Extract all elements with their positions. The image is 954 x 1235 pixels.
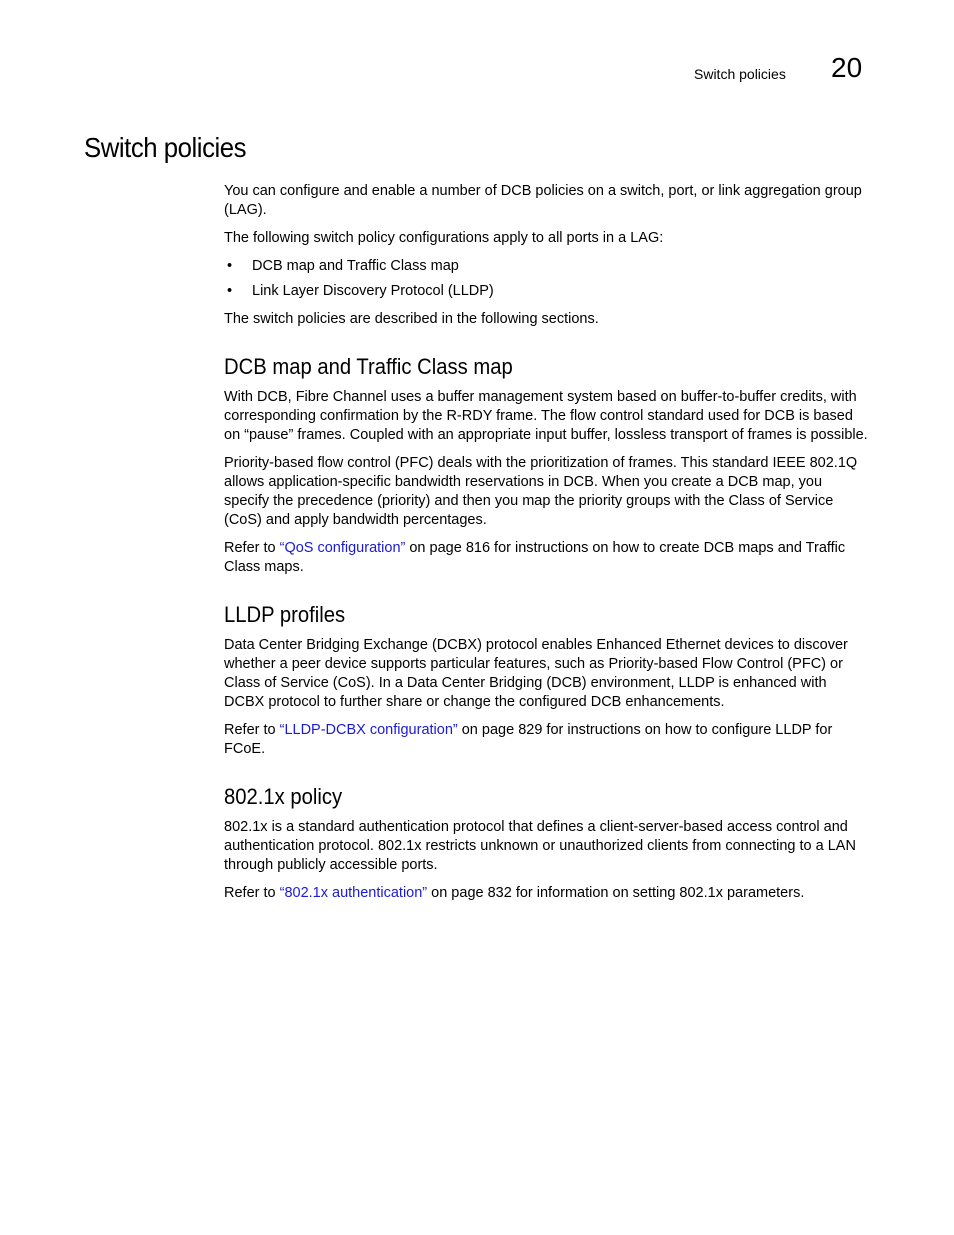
intro-paragraph-1: You can configure and enable a number of DCB policies on a switch, port, or link aggregation group (LAG). xyxy=(224,183,862,218)
dcb-paragraph-2: Priority-based flow control (PFC) deals with the prioritization of frames. This standard IEEE 802.1Q allows application-specific bandwidth reservations in DCB. When you create a DCB map, you specify the precedence (priority) and then you map the priority groups with the Class of Service (CoS) and apply bandwidth percentages. xyxy=(224,455,858,528)
list-item-text: Link Layer Discovery Protocol (LLDP) xyxy=(252,283,494,299)
ref-suffix: on page 832 for information on setting 802.1x parameters. xyxy=(427,885,805,901)
intro-paragraph-2: The following switch policy configurations apply to all ports in a LAG: xyxy=(224,230,664,246)
dot1x-section-heading: 802.1x policy xyxy=(224,784,343,809)
dot1x-authentication-link[interactable]: “802.1x authentication” xyxy=(279,885,428,901)
lldp-dcbx-configuration-link[interactable]: “LLDP-DCBX configuration” xyxy=(279,722,458,738)
lldp-section-heading: LLDP profiles xyxy=(224,602,346,627)
running-header-title: Switch policies xyxy=(694,66,786,82)
ref-prefix: Refer to xyxy=(224,722,280,738)
bullet-icon: • xyxy=(227,258,233,274)
intro-paragraph-3: The switch policies are described in the following sections. xyxy=(224,311,599,327)
lldp-reference xyxy=(224,721,869,759)
lldp-paragraph-1: Data Center Bridging Exchange (DCBX) protocol enables Enhanced Ethernet devices to discover whether a peer device supports particular features, such as Priority-based Flow Control (PFC) or Class of Service (CoS). In a Data Center Bridging (DCB) environment, LLDP is enhanced with DCBX protocol to further share or change the configured DCB enhancements. xyxy=(224,637,848,710)
dcb-paragraph-1: With DCB, Fibre Channel uses a buffer management system based on buffer-to-buffer credits, with corresponding confirmation by the R-RDY frame. The flow control standard used for DCB is based on “pause” frames. Coupled with an appropriate input buffer, lossless transport of frames is possible. xyxy=(224,389,868,443)
ref-prefix: Refer to xyxy=(224,885,280,901)
main-content xyxy=(224,182,869,912)
bullet-icon: • xyxy=(227,283,233,299)
switch-policy-list xyxy=(224,257,869,301)
dcb-section-heading: DCB map and Traffic Class map xyxy=(224,354,513,379)
ref-suffix: on page 816 for instructions on how to create DCB maps and Traffic Class maps. xyxy=(224,540,846,575)
list-item xyxy=(224,257,869,276)
dcb-reference xyxy=(224,539,869,577)
chapter-number: 20 xyxy=(831,52,863,83)
dot1x-reference xyxy=(224,884,869,903)
ref-suffix: on page 829 for instructions on how to configure LLDP for FCoE. xyxy=(224,722,833,757)
dot1x-paragraph-1: 802.1x is a standard authentication protocol that defines a client-server-based access control and authentication protocol. 802.1x restricts unknown or unauthorized clients from connecting to a LAN through publicly accessible ports. xyxy=(224,819,856,873)
list-item-text: DCB map and Traffic Class map xyxy=(252,258,459,274)
page-title: Switch policies xyxy=(84,132,247,163)
ref-prefix: Refer to xyxy=(224,540,280,556)
list-item xyxy=(224,282,869,301)
qos-configuration-link[interactable]: “QoS configuration” xyxy=(279,540,406,556)
